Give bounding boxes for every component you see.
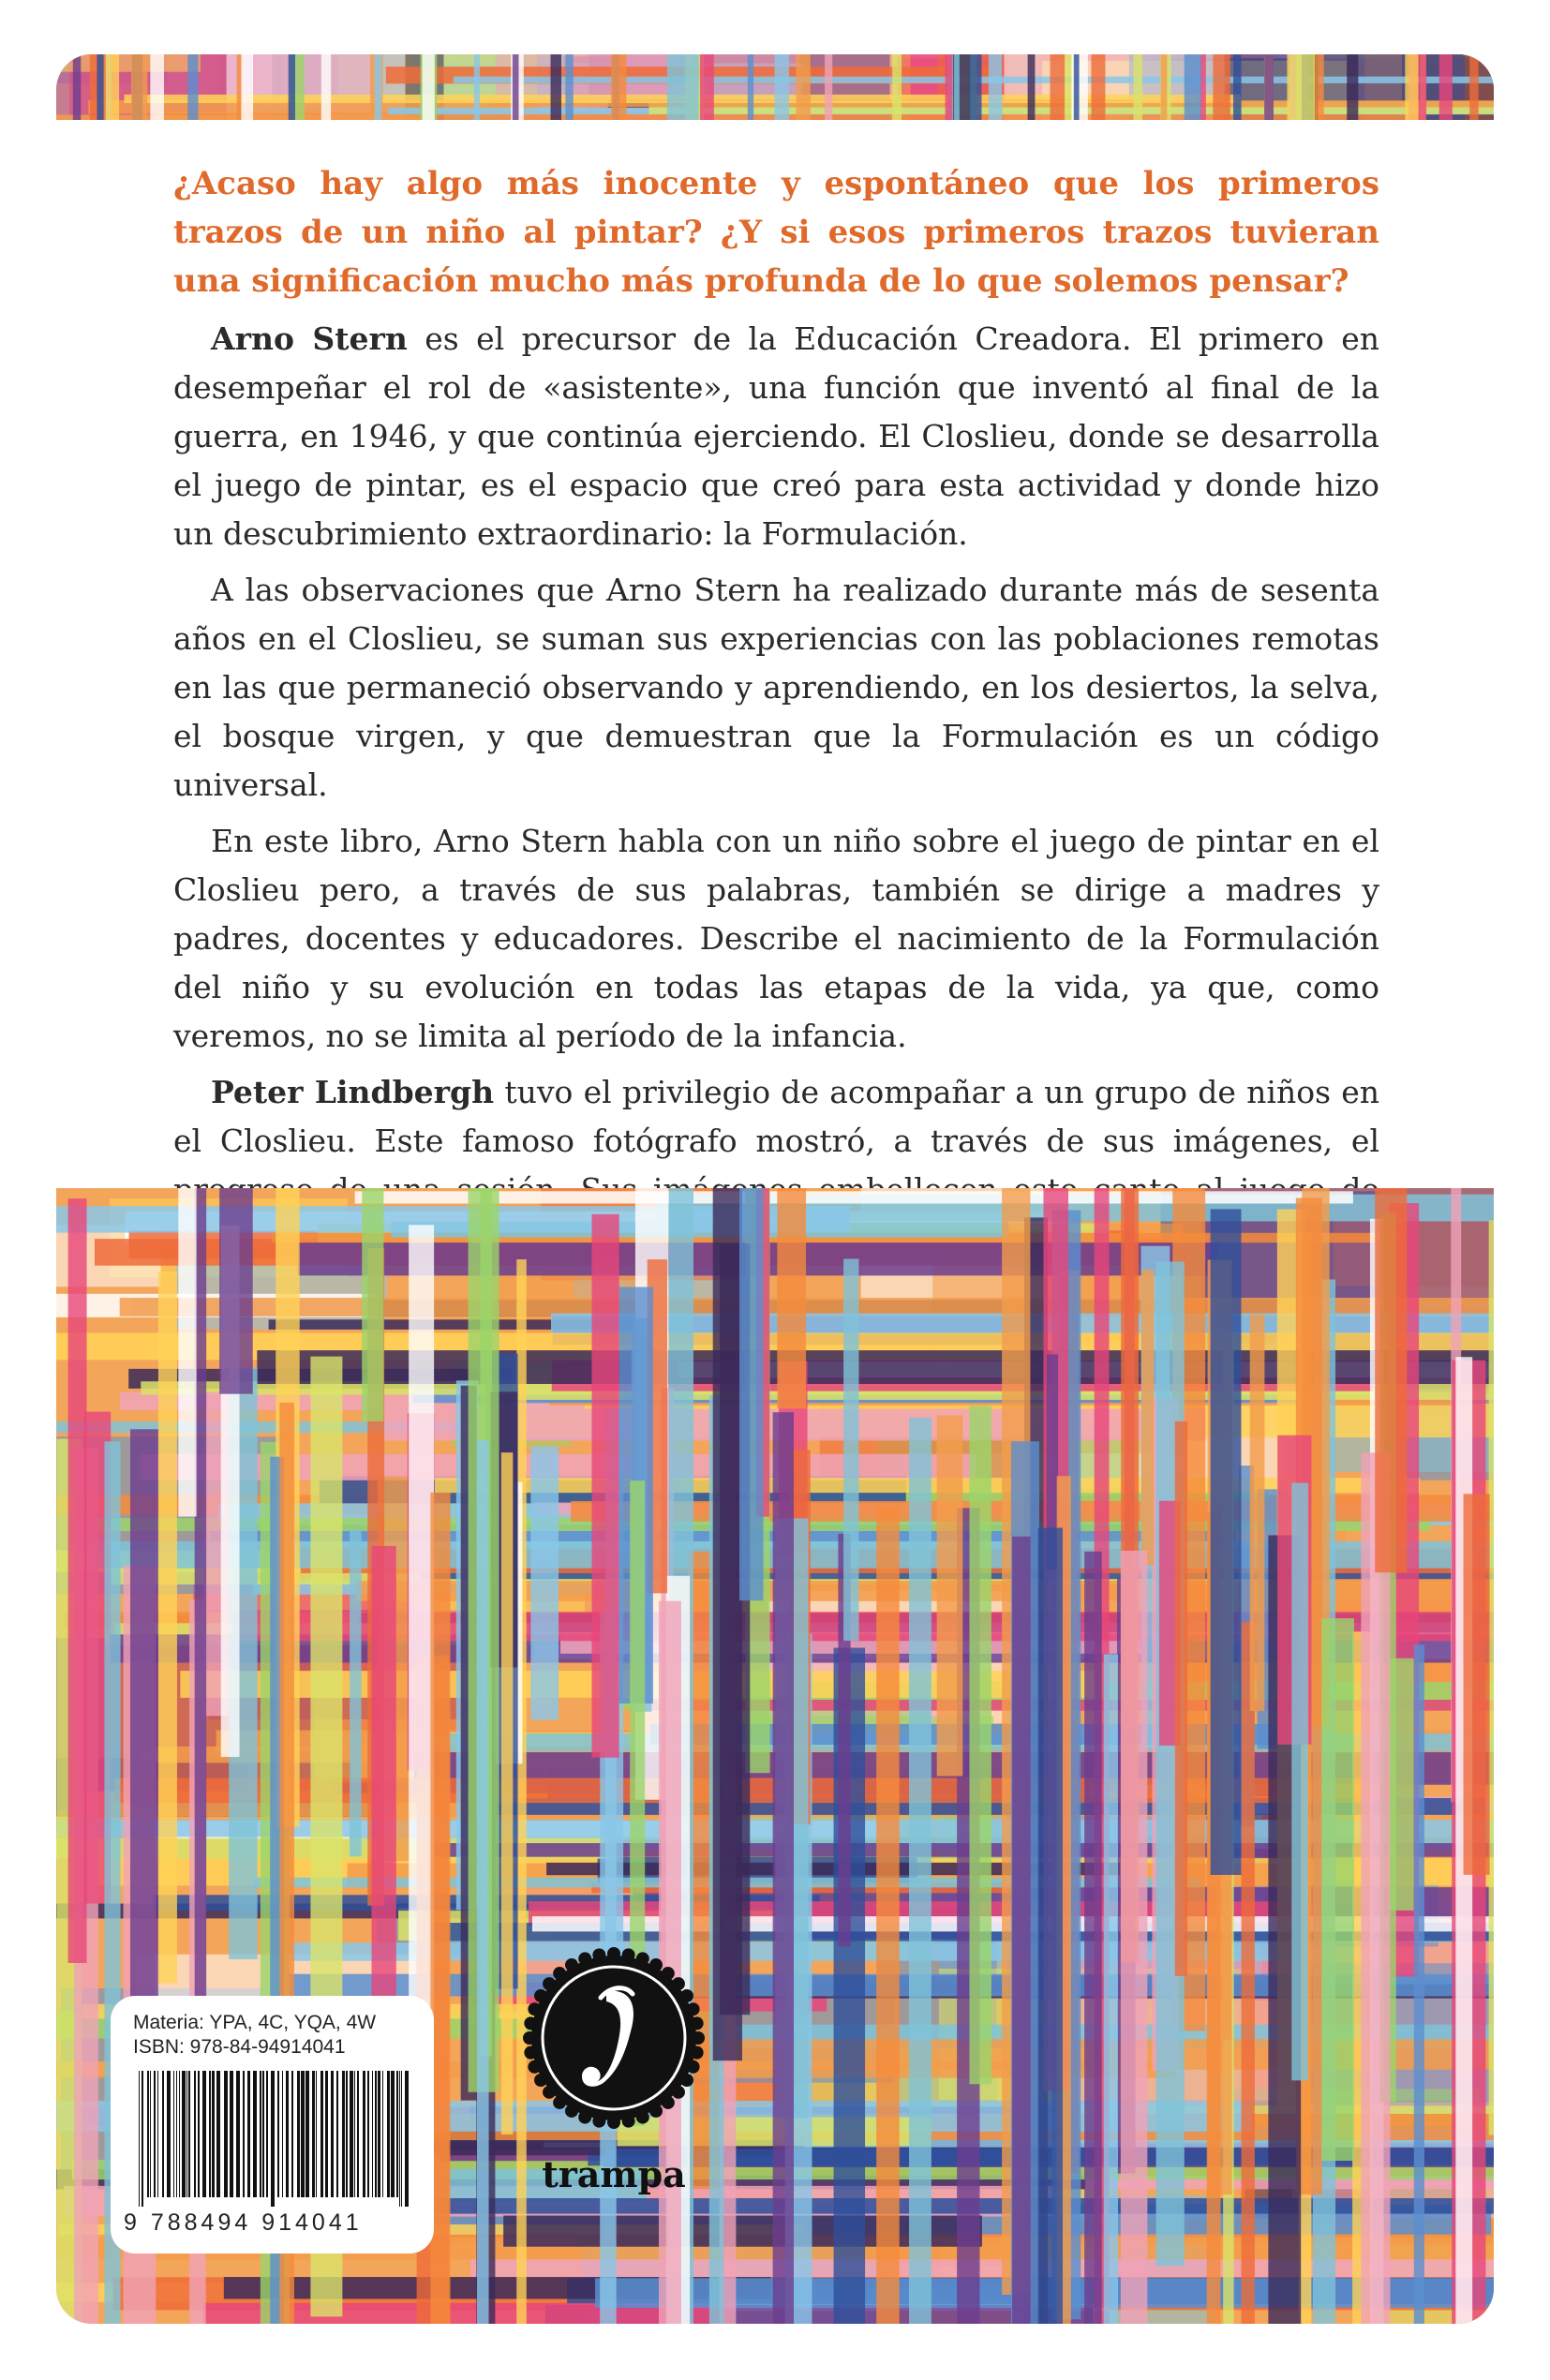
barcode-label	[111, 1996, 434, 2254]
barcode-bars	[135, 2071, 411, 2207]
materia-line: Materia: YPA, 4C, YQA, 4W	[133, 2012, 377, 2033]
painted-strip-decoration	[56, 54, 1494, 120]
paragraph-book	[173, 817, 1379, 1061]
paragraph-text: tuvo el privilegio de acompañar a un grupo de niños en el Closlieu. Este famoso fotógrafo mostró, a través de sus imágenes, el	[173, 1074, 1380, 1159]
paragraph-observations	[173, 566, 1379, 810]
paragraph-arno-stern	[173, 315, 1379, 558]
barcode-number: 9 788494 914041	[124, 2209, 363, 2236]
paragraph-text: es el precursor de la Educación Creadora. El primero en desempeñar el rol de «asistente», una función que inventó al final de la guerra, en 1946, y que continúa ejerciendo. El Closlieu, donde se desarrolla el juego de pintar, es el espacio que creó para esta actividad y donde hizo un descubrimiento extraordinario: la Formulación.	[173, 320, 1379, 552]
publisher-name: trampa	[542, 2153, 686, 2195]
photographer-name: Peter Lindbergh	[211, 1074, 495, 1110]
paragraph-text: A las observaciones que Arno Stern ha realizado durante más de sesenta años en el Closlieu, se suman sus experiencias con las poblaciones remotas en las que permaneció observando y aprendiendo, en los desiertos, la selva, el bosque virgen, y que demuestran que la Formulación es un código universal.	[173, 572, 1379, 803]
isbn-line: ISBN: 978-84-94914041	[133, 2036, 346, 2058]
blurb-text	[173, 159, 1379, 1319]
author-name: Arno Stern	[211, 320, 408, 357]
lead-question: ¿Acaso hay algo más inocente y espontáneo que los primeros trazos de un niño al pintar? ¿Y si esos primeros trazos tuvieran una significación mucho más profunda de lo que solemos pensar?	[173, 165, 1379, 300]
publisher-seal-icon	[520, 1940, 708, 2136]
paragraph-text: En este libro, Arno Stern habla con un niño sobre el juego de pintar en el Closlieu pero, a través de sus palabras, también se dirige a madres y padres, docentes y educadores. Describe el nacimiento de la Formulación del niño y su evolución en todas las etapas de la vida, ya que, como veremos, no se limita al período de la infancia.	[173, 823, 1379, 1054]
